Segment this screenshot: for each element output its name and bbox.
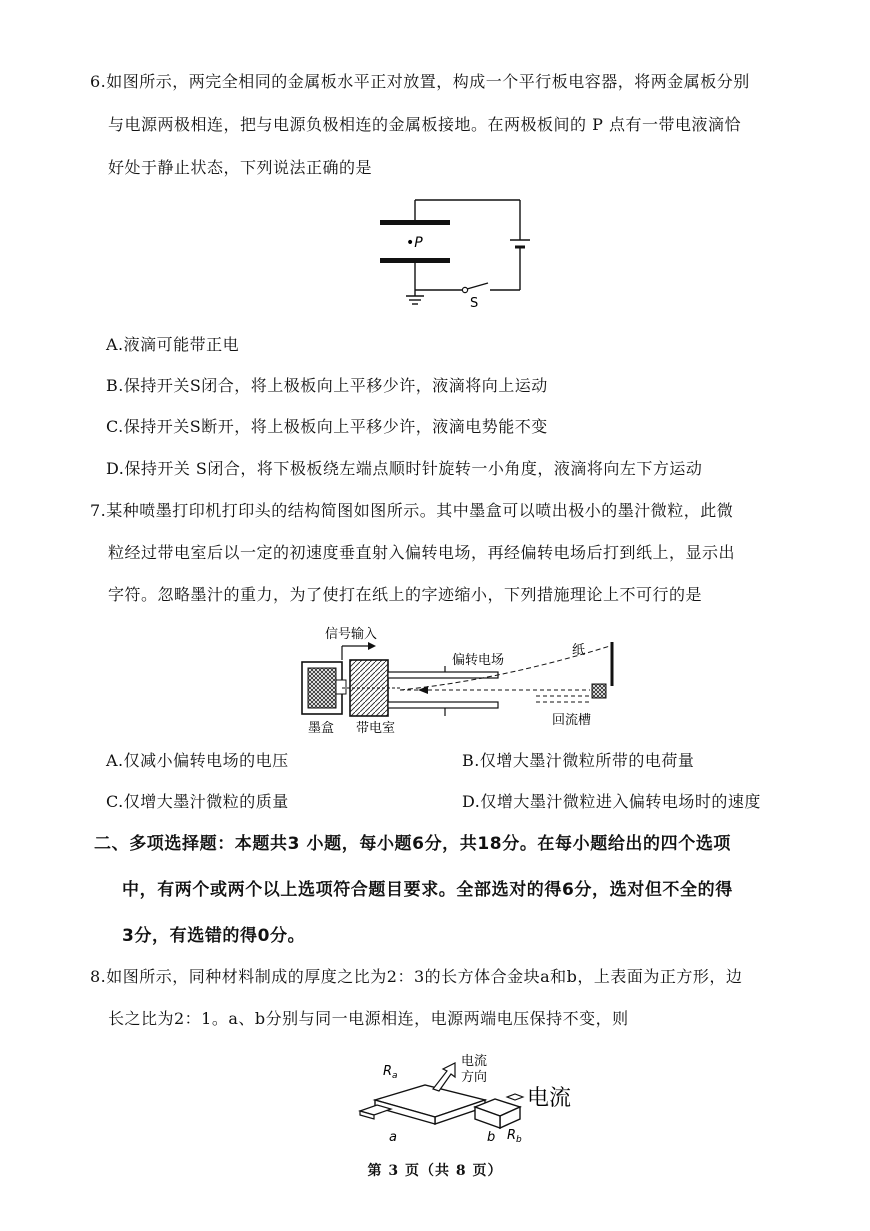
q6-option-a: A.液滴可能带正电 xyxy=(106,335,240,354)
q6-stem-line-1: 6.如图所示，两完全相同的金属板水平正对放置，构成一个平行板电容器，将两金属板分别 xyxy=(90,72,750,91)
signal-input-label: 信号输入 xyxy=(325,627,378,642)
lower-deflection-plate xyxy=(388,702,498,708)
rb-label: $R_b$ xyxy=(507,1128,522,1145)
upper-plate xyxy=(380,220,450,225)
block-b-lead xyxy=(507,1094,523,1100)
current-direction-label-1: 电流 xyxy=(461,1054,488,1069)
return-trough-label: 回流槽 xyxy=(552,713,592,728)
q7-option-a: A.仅减小偏转电场的电压 xyxy=(106,751,289,770)
current-label: 电流 xyxy=(527,1086,572,1111)
switch-icon xyxy=(462,287,467,292)
q7-stem-line-1: 7.某种喷墨打印机打印头的结构简图如图所示。其中墨盒可以喷出极小的墨汁微粒，此微 xyxy=(90,501,734,520)
block-a-label: a xyxy=(389,1130,397,1145)
q7-stem-line-2: 粒经过带电室后以一定的初速度垂直射入偏转电场，再经偏转电场后打到纸上，显示出 xyxy=(108,543,736,562)
section2-heading-line-3: 3分，有选错的得0分。 xyxy=(122,926,306,946)
ink-box-label: 墨盒 xyxy=(308,721,335,736)
point-p-label: •P xyxy=(406,235,423,251)
q6-option-d: D.保持开关 S闭合，将下极板绕左端点顺时针旋转一小角度，液滴将向左下方运动 xyxy=(106,459,703,478)
section2-heading-line-1: 二、多项选择题：本题共3 小题，每小题6分，共18分。在每小题给出的四个选项 xyxy=(94,834,732,854)
q7-option-d: D.仅增大墨汁微粒进入偏转电场时的速度 xyxy=(462,792,761,811)
ink-box-outlet xyxy=(336,680,346,694)
current-direction-arrow xyxy=(433,1063,455,1091)
switch-icon xyxy=(467,283,488,289)
q6-option-b: B.保持开关S闭合，将上极板向上平移少许，液滴将向上运动 xyxy=(106,376,548,395)
ink-box-fill xyxy=(308,668,336,708)
section2-heading-line-2: 中，有两个或两个以上选项符合题目要求。全部选对的得6分，选对但不全的得 xyxy=(122,880,733,900)
q7-inkjet-printer-figure xyxy=(300,622,620,737)
q7-stem-line-3: 字符。忽略墨汁的重力，为了使打在纸上的字迹缩小，下列措施理论上不可行的是 xyxy=(108,585,703,604)
q7-option-b: B.仅增大墨汁微粒所带的电荷量 xyxy=(462,751,695,770)
deflection-field-label: 偏转电场 xyxy=(452,653,505,668)
q7-option-c: C.仅增大墨汁微粒的质量 xyxy=(106,792,289,811)
return-trough xyxy=(592,684,606,698)
paper-label: 纸 xyxy=(572,643,586,658)
q8-stem-line-2: 长之比为2：1。a、b分别与同一电源相连，电源两端电压保持不变，则 xyxy=(108,1009,629,1028)
switch-label: S xyxy=(470,296,479,311)
ra-label: $R_a$ xyxy=(383,1064,398,1081)
signal-arrow xyxy=(368,642,376,650)
q6-capacitor-circuit-figure xyxy=(370,190,540,315)
lower-plate xyxy=(380,258,450,263)
q6-option-c: C.保持开关S断开，将上极板向上平移少许，液滴电势能不变 xyxy=(106,417,548,436)
current-direction-label-2: 方向 xyxy=(461,1070,488,1085)
q6-stem-line-2: 与电源两极相连，把与电源负极相连的金属板接地。在两极板间的 P 点有一带电液滴恰 xyxy=(108,115,741,134)
block-b-label: b xyxy=(487,1130,496,1145)
upper-deflection-plate xyxy=(388,672,498,678)
q8-stem-line-1: 8.如图所示，同种材料制成的厚度之比为2：3的长方体合金块a和b，上表面为正方形，边 xyxy=(90,967,743,986)
q6-stem-line-3: 好处于静止状态，下列说法正确的是 xyxy=(108,158,373,177)
page-number-footer: 第 3 页（共 8 页） xyxy=(367,1163,503,1179)
charge-room-label: 带电室 xyxy=(356,721,396,736)
q8-alloy-blocks-figure xyxy=(355,1045,595,1145)
